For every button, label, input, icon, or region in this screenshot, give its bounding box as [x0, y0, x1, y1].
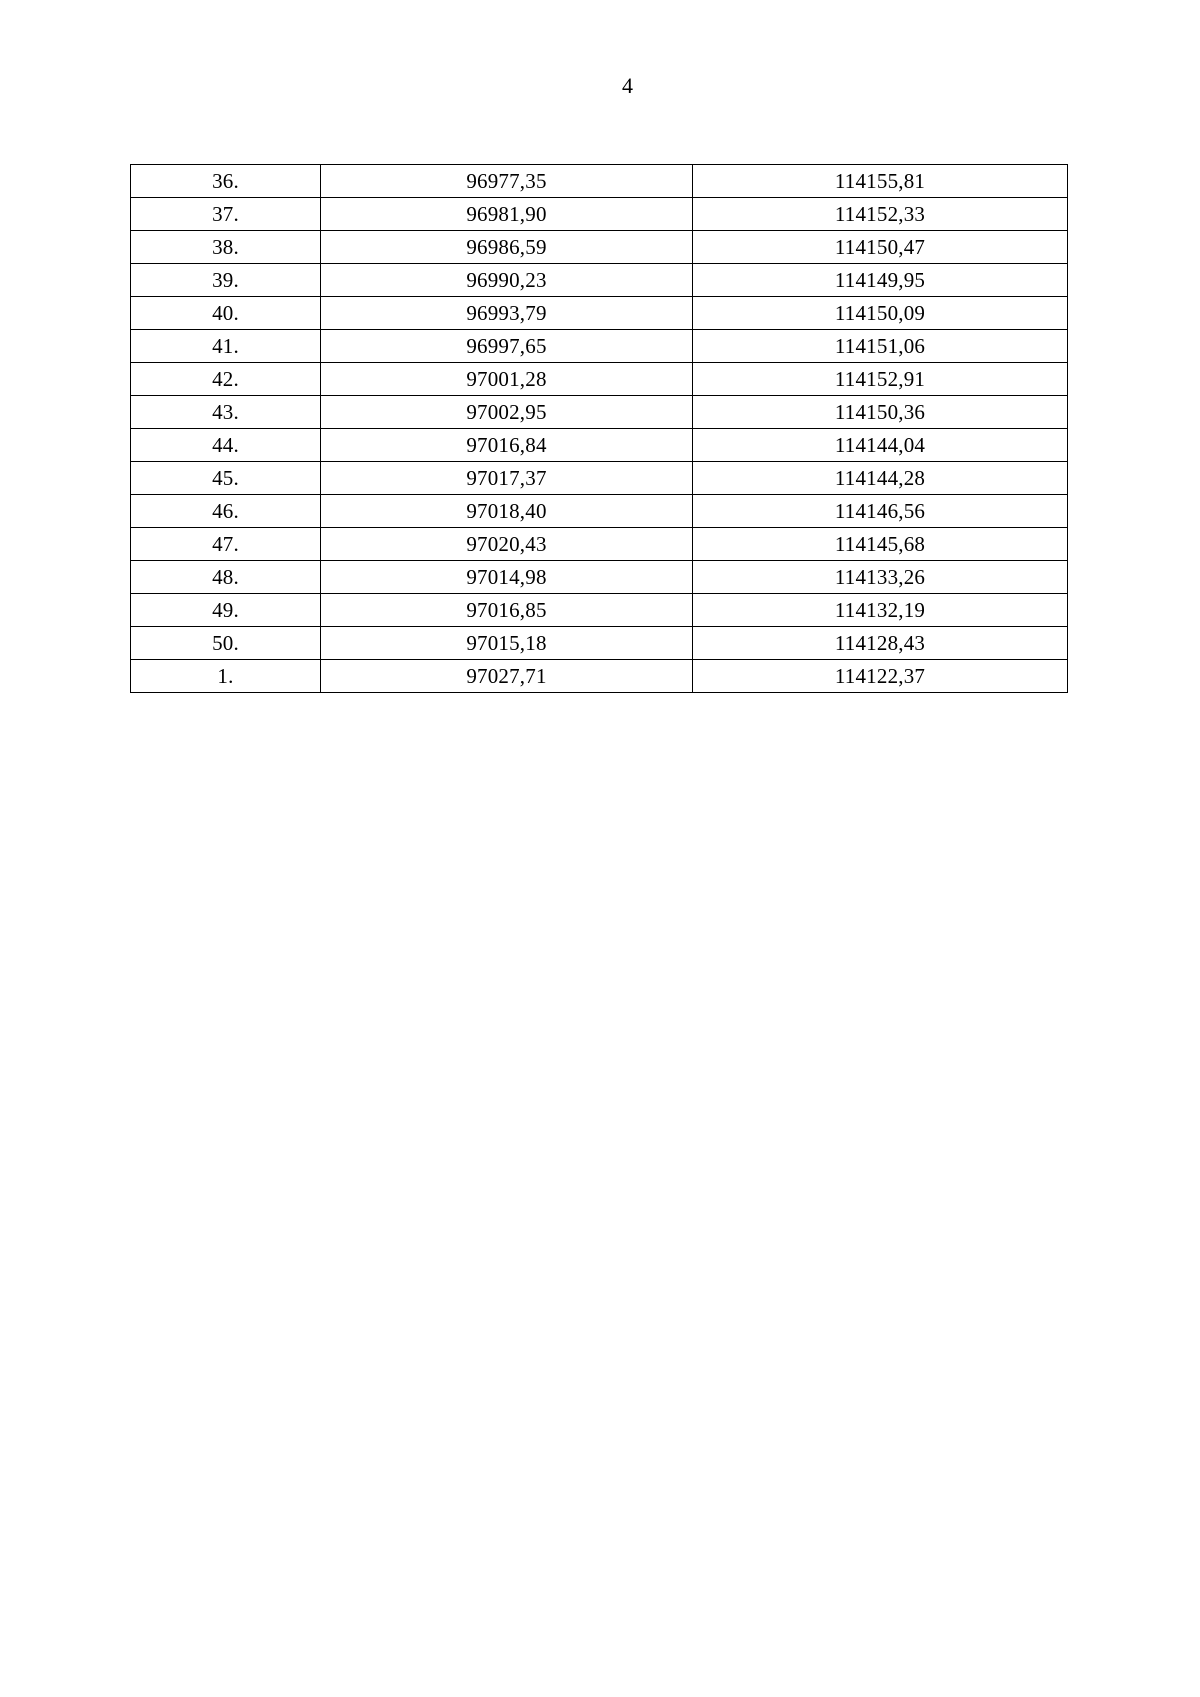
x-coordinate-cell: 96993,79	[321, 297, 693, 330]
y-coordinate-cell: 114149,95	[693, 264, 1068, 297]
y-coordinate-cell: 114128,43	[693, 627, 1068, 660]
x-coordinate-cell: 97018,40	[321, 495, 693, 528]
table-row	[131, 396, 1068, 429]
x-coordinate-cell: 96997,65	[321, 330, 693, 363]
point-number-cell: 1.	[131, 660, 321, 693]
coordinates-table	[130, 164, 1068, 693]
y-coordinate-cell: 114144,28	[693, 462, 1068, 495]
table-row	[131, 594, 1068, 627]
x-coordinate-cell: 97017,37	[321, 462, 693, 495]
table-row	[131, 495, 1068, 528]
table-row	[131, 462, 1068, 495]
point-number-cell: 44.	[131, 429, 321, 462]
x-coordinate-cell: 96986,59	[321, 231, 693, 264]
y-coordinate-cell: 114155,81	[693, 165, 1068, 198]
x-coordinate-cell: 97002,95	[321, 396, 693, 429]
table-row	[131, 165, 1068, 198]
x-coordinate-cell: 97016,84	[321, 429, 693, 462]
table-row	[131, 660, 1068, 693]
y-coordinate-cell: 114150,47	[693, 231, 1068, 264]
y-coordinate-cell: 114152,91	[693, 363, 1068, 396]
y-coordinate-cell: 114133,26	[693, 561, 1068, 594]
table-row	[131, 231, 1068, 264]
page-number: 4	[622, 73, 633, 98]
point-number-cell: 36.	[131, 165, 321, 198]
y-coordinate-cell: 114146,56	[693, 495, 1068, 528]
point-number-cell: 43.	[131, 396, 321, 429]
table-row	[131, 627, 1068, 660]
point-number-cell: 38.	[131, 231, 321, 264]
point-number-cell: 47.	[131, 528, 321, 561]
table-row	[131, 198, 1068, 231]
x-coordinate-cell: 97015,18	[321, 627, 693, 660]
point-number-cell: 42.	[131, 363, 321, 396]
table-row	[131, 264, 1068, 297]
y-coordinate-cell: 114132,19	[693, 594, 1068, 627]
y-coordinate-cell: 114145,68	[693, 528, 1068, 561]
point-number-cell: 41.	[131, 330, 321, 363]
y-coordinate-cell: 114144,04	[693, 429, 1068, 462]
point-number-cell: 39.	[131, 264, 321, 297]
x-coordinate-cell: 97020,43	[321, 528, 693, 561]
point-number-cell: 48.	[131, 561, 321, 594]
x-coordinate-cell: 97014,98	[321, 561, 693, 594]
point-number-cell: 45.	[131, 462, 321, 495]
y-coordinate-cell: 114122,37	[693, 660, 1068, 693]
y-coordinate-cell: 114150,36	[693, 396, 1068, 429]
x-coordinate-cell: 97027,71	[321, 660, 693, 693]
y-coordinate-cell: 114151,06	[693, 330, 1068, 363]
table-row	[131, 297, 1068, 330]
y-coordinate-cell: 114152,33	[693, 198, 1068, 231]
table-row	[131, 363, 1068, 396]
x-coordinate-cell: 96977,35	[321, 165, 693, 198]
point-number-cell: 46.	[131, 495, 321, 528]
point-number-cell: 40.	[131, 297, 321, 330]
point-number-cell: 49.	[131, 594, 321, 627]
table-row	[131, 330, 1068, 363]
x-coordinate-cell: 96990,23	[321, 264, 693, 297]
coordinates-table-body	[131, 165, 1068, 693]
table-row	[131, 429, 1068, 462]
point-number-cell: 50.	[131, 627, 321, 660]
point-number-cell: 37.	[131, 198, 321, 231]
y-coordinate-cell: 114150,09	[693, 297, 1068, 330]
x-coordinate-cell: 97016,85	[321, 594, 693, 627]
table-row	[131, 561, 1068, 594]
table-row	[131, 528, 1068, 561]
x-coordinate-cell: 96981,90	[321, 198, 693, 231]
x-coordinate-cell: 97001,28	[321, 363, 693, 396]
